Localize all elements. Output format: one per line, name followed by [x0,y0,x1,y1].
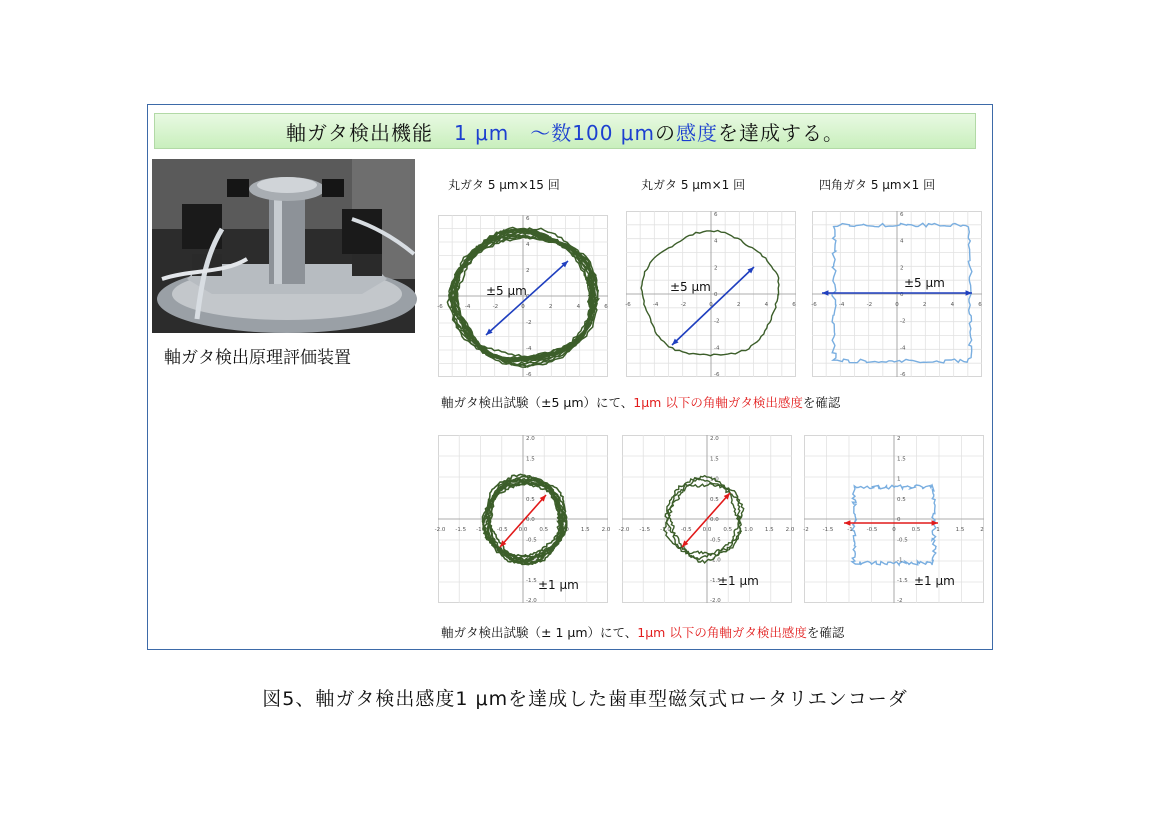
plot-bottom-1 [434,435,611,604]
y-tick-label: -1.5 [526,577,537,584]
y-tick-label: -4 [900,345,906,352]
x-tick-label: -2.0 [618,527,630,533]
x-tick-label: -6 [437,304,443,310]
y-tick-label: 1.5 [526,456,535,463]
y-tick-label: -2.0 [710,598,721,604]
x-tick-label: -1.5 [455,527,467,533]
x-tick-label: 1.5 [955,527,965,533]
x-tick-label: 6 [792,302,796,308]
y-tick-label: 6 [526,216,530,222]
x-tick-label: 1.5 [764,527,774,533]
plot-label-1: 丸ガタ 5 μm×15 回 [448,178,560,192]
title-part1: 軸ガタ検出機能 [285,120,454,145]
y-tick-label: 4 [526,242,530,248]
x-tick-label: 1.0 [744,527,753,533]
x-tick-label: -0.5 [866,527,878,533]
y-tick-label: -4 [526,346,532,352]
plot-bottom-3 [804,435,984,603]
x-tick-label: 0.5 [539,527,549,533]
amplitude-label: ±1 μm [718,574,759,588]
y-tick-label: -4 [714,345,720,352]
x-tick-label: 0.0 [702,527,712,533]
plot-bottom-2 [618,435,795,604]
y-tick-label: -0.5 [897,537,908,544]
amplitude-label: ±1 μm [538,578,579,592]
note-bottom-highlight: 1μm 以下の角軸ガタ検出感度 [637,625,807,640]
x-tick-label: -2 [866,302,873,308]
note-top-prefix: 軸ガタ検出試験（±5 μm）にて、 [441,395,634,410]
note-bottom [441,623,844,641]
amplitude-label: ±1 μm [914,574,955,588]
note-bottom-suffix: を確認 [806,625,845,640]
x-tick-label: 2 [548,304,553,310]
x-tick-label: 1 [936,527,940,533]
amplitude-label: ±5 μm [486,284,527,298]
y-tick-label: 6 [900,212,904,218]
amplitude-label: ±5 μm [670,280,711,294]
x-tick-label: -1.5 [822,527,834,533]
note-top [441,393,840,411]
x-tick-label: -0.5 [496,527,508,533]
x-tick-label: -1 [847,527,853,533]
y-tick-label: 4 [714,238,718,245]
x-tick-label: 0.5 [723,527,733,533]
x-tick-label: -6 [625,302,631,308]
x-tick-label: -4 [652,302,659,308]
y-tick-label: 0 [897,517,901,523]
y-tick-label: -6 [526,372,532,378]
y-tick-label: 0.0 [526,517,535,523]
y-tick-label: -6 [714,372,720,378]
y-tick-label: -2 [897,598,903,604]
y-tick-label: -1.5 [710,577,721,584]
y-tick-label: -2 [714,318,720,325]
x-tick-label: 6 [604,304,608,310]
y-tick-label: 1.5 [897,456,906,463]
title-banner [154,113,976,149]
y-tick-label: -1.5 [897,577,908,584]
y-tick-label: -0.5 [526,537,537,544]
x-tick-label: 0 [892,527,896,533]
x-tick-label: 0 [895,302,899,308]
y-tick-label: 1.0 [526,476,535,483]
x-tick-label: -1.0 [660,527,671,533]
y-tick-label: 1.5 [710,456,719,463]
x-tick-label: 4 [764,302,769,308]
title-part5: を達成する。 [718,120,845,145]
y-tick-label: -2.0 [526,598,537,604]
x-tick-label: 2 [736,302,741,308]
x-tick-label: -1.0 [476,527,487,533]
y-tick-label: -6 [900,372,906,378]
x-tick-label: 0 [709,302,713,308]
x-tick-label: 6 [978,302,982,308]
x-tick-label: -0.5 [680,527,692,533]
x-tick-label: -4 [464,304,471,310]
y-tick-label: -2 [900,318,906,325]
x-tick-label: 2 [980,527,984,533]
title-range: 1 μm ～数100 μm [453,120,656,145]
y-tick-label: 2 [714,265,718,272]
apparatus-photo [152,159,415,333]
y-tick-label: 2.0 [710,436,719,442]
x-tick-label: 1.0 [560,527,569,533]
title-part3: の [655,120,677,145]
y-tick-label: 2 [526,268,530,274]
x-tick-label: 0 [521,304,525,310]
x-tick-label: -1.5 [639,527,651,533]
y-tick-label: 2 [900,265,904,272]
x-tick-label: -2 [680,302,687,308]
y-tick-label: 0.5 [526,496,535,503]
x-tick-label: -2 [492,304,499,310]
note-top-suffix: を確認 [802,395,841,410]
plot-square-1x [812,211,982,377]
x-tick-label: 0.5 [911,527,921,533]
note-top-highlight: 1μm 以下の角軸ガタ検出感度 [633,395,803,410]
y-tick-label: 6 [714,212,718,218]
x-tick-label: 2.0 [785,527,795,533]
y-tick-label: 0.0 [710,517,719,523]
figure-frame [147,104,993,650]
x-tick-label: -2 [803,527,809,533]
y-tick-label: 0 [900,292,904,298]
figure-caption: 図5、軸ガタ検出感度1 μmを達成した歯車型磁気式ロータリエンコーダ [262,688,908,710]
x-tick-label: -4 [838,302,845,308]
x-tick-label: 4 [576,304,581,310]
y-tick-label: 1.0 [710,476,719,483]
y-tick-label: 2 [897,436,901,442]
y-tick-label: 0.5 [897,496,906,503]
x-tick-label: -6 [811,302,817,308]
x-tick-label: 2.0 [601,527,611,533]
title-sensitivity: 感度 [676,120,719,145]
x-tick-label: 1.5 [580,527,590,533]
photo-caption: 軸ガタ検出原理評価装置 [164,348,351,368]
y-tick-label: 4 [900,238,904,245]
x-tick-label: 4 [950,302,955,308]
x-tick-label: -2.0 [434,527,446,533]
note-bottom-prefix: 軸ガタ検出試験（± 1 μm）にて、 [441,625,638,640]
y-tick-label: 0 [714,292,718,298]
y-tick-label: -1 [897,557,903,564]
plot-label-3: 四角ガタ 5 μm×1 回 [819,178,936,192]
y-tick-label: -1.0 [526,557,537,564]
x-tick-label: 2 [922,302,927,308]
y-tick-label: 2.0 [526,436,535,442]
y-tick-label: 0.5 [710,496,719,503]
y-tick-label: -1.0 [710,557,721,564]
amplitude-label: ±5 μm [904,276,945,290]
plot-round-1x [626,211,796,377]
plot-label-2: 丸ガタ 5 μm×1 回 [641,178,746,192]
x-tick-label: 0.0 [518,527,528,533]
y-tick-label: 1 [897,476,901,483]
y-tick-label: -0.5 [710,537,721,544]
plot-round-15x [438,215,608,377]
y-tick-label: -2 [526,320,532,326]
